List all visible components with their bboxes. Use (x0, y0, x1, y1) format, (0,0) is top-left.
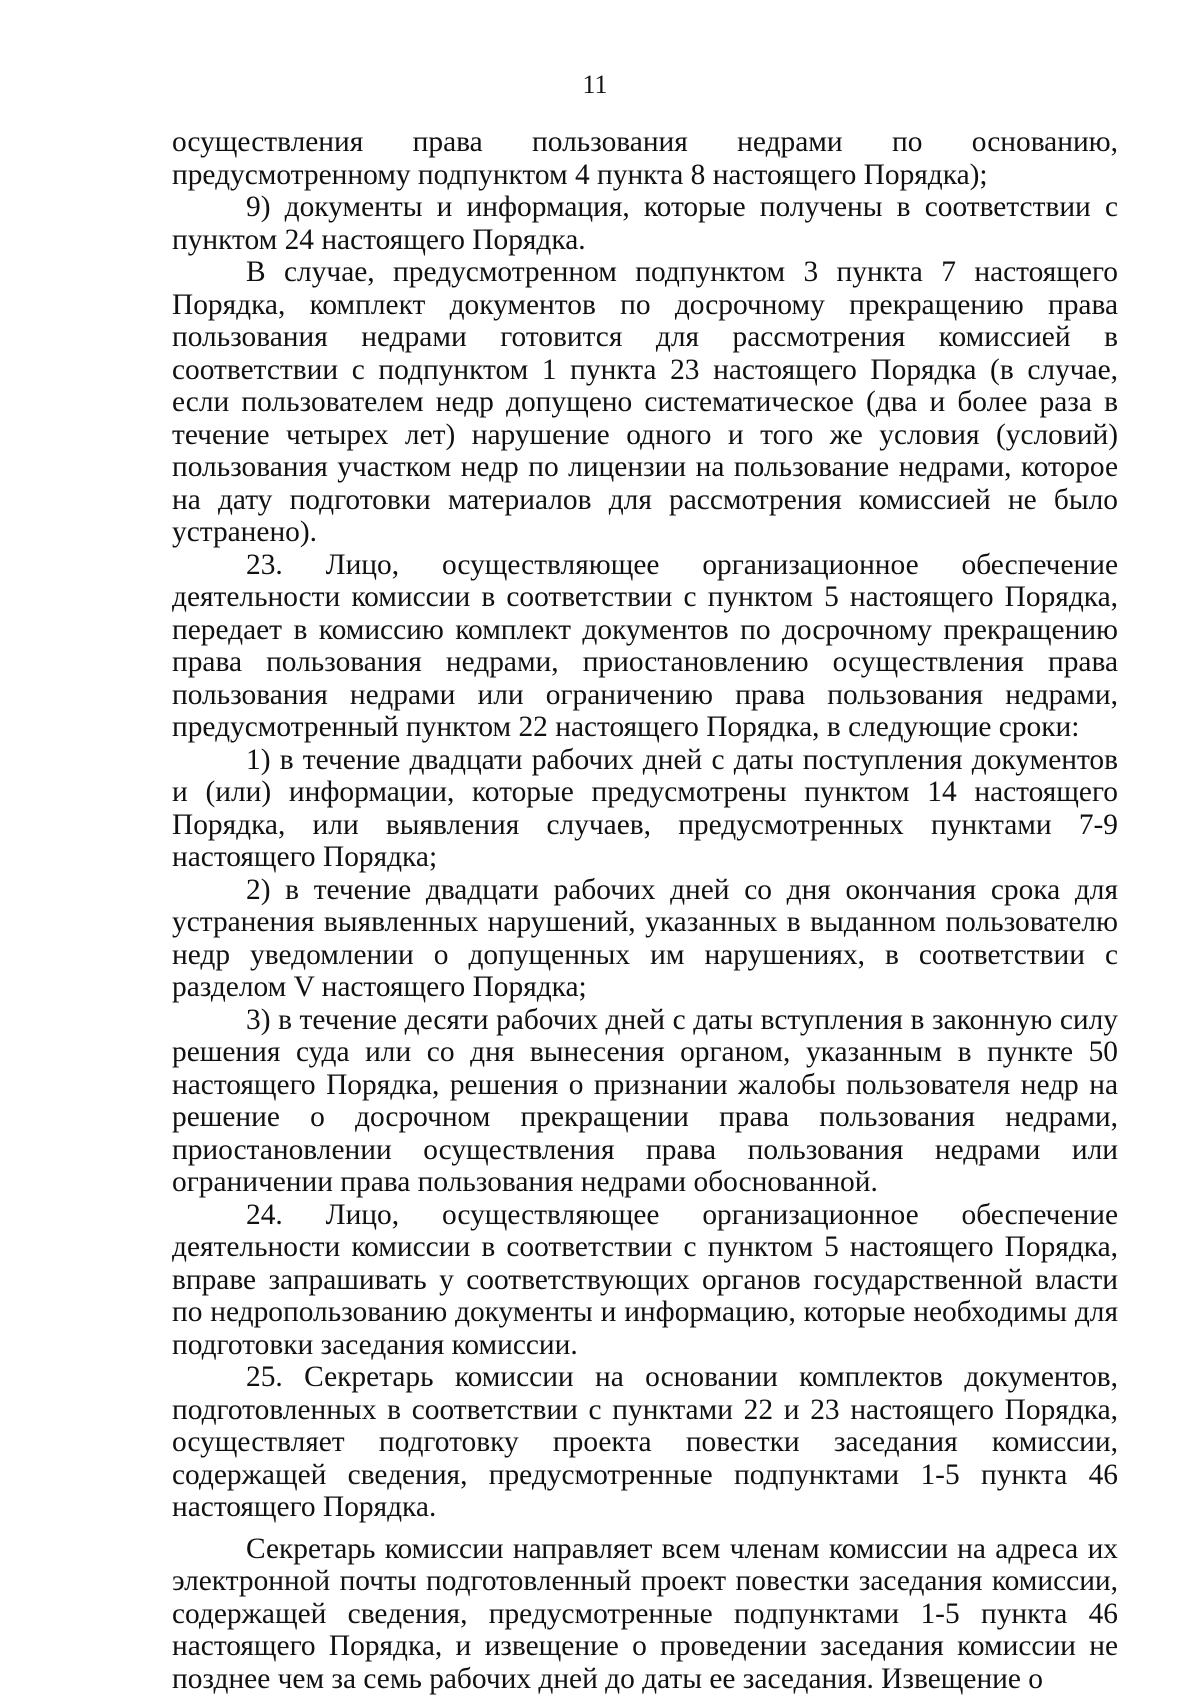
paragraph-section-23: 23. Лицо, осуществляющее организационное обеспечение деятельности комиссии в соответствии с пунктом 5 настоящего Порядка, передает в комиссию комплект документов по досрочному прекращению права пользования недрами, приостановлению осуществления права пользования недрами или ограничению права пользования недрами, предусмотренный пунктом 22 настоящего Порядка, в следующие сроки: (172, 548, 1118, 743)
page-number: 11 (582, 70, 608, 99)
paragraph-item-3: 3) в течение десяти рабочих дней с даты вступления в законную силу решения суда или со дня вынесения органом, указанным в пункте 50 настоящего Порядка, решения о признании жалобы пользователя недр на решение о досрочном прекращении права пользования недрами, приостановлении осуществления права пользования недрами или ограничении права пользования недрами обоснованной. (172, 1003, 1118, 1198)
paragraph-item-9: 9) документы и информация, которые получены в соответствии с пунктом 24 настоящего Порядка. (172, 191, 1118, 256)
paragraph-section-25: 25. Секретарь комиссии на основании комплектов документов, подготовленных в соответствии с пунктами 22 и 23 настоящего Порядка, осуществляет подготовку проекта повестки заседания комиссии, содержащей сведения, предусмотренные подпунктами 1-5 пункта 46 настоящего Порядка. (172, 1361, 1118, 1523)
paragraph-case-note: В случае, предусмотренном подпунктом 3 пункта 7 настоящего Порядка, комплект документов по досрочному прекращению права пользования недрами готовится для рассмотрения комиссией в соответствии с подпунктом 1 пункта 23 настоящего Порядка (в случае, если пользователем недр допущено систематическое (два и более раза в течение четырех лет) нарушение одного и того же условия (условий) пользования участком недр по лицензии на пользование недрами, которое на дату подготовки материалов для рассмотрения комиссией не было устранено). (172, 256, 1118, 548)
paragraph-item-1: 1) в течение двадцати рабочих дней с даты поступления документов и (или) информации, которые предусмотрены пунктом 14 настоящего Порядка, или выявления случаев, предусмотренных пунктами 7-9 настоящего Порядка; (172, 743, 1118, 873)
document-body (172, 126, 1118, 1695)
paragraph-section-24: 24. Лицо, осуществляющее организационное обеспечение деятельности комиссии в соответствии с пунктом 5 настоящего Порядка, вправе запрашивать у соответствующих органов государственной власти по недропользованию документы и информацию, которые необходимы для подготовки заседания комиссии. (172, 1198, 1118, 1361)
paragraph-continuation: осуществления права пользования недрами по основанию, предусмотренному подпунктом 4 пункта 8 настоящего Порядка); (172, 126, 1118, 191)
paragraph-item-2: 2) в течение двадцати рабочих дней со дня окончания срока для устранения выявленных нарушений, указанных в выданном пользователю недр уведомлении о допущенных им нарушениях, в соответствии с разделом V настоящего Порядка; (172, 873, 1118, 1003)
paragraph-secretary-notice: Секретарь комиссии направляет всем членам комиссии на адреса их электронной почты подготовленный проект повестки заседания комиссии, содержащей сведения, предусмотренные подпунктами 1-5 пункта 46 настоящего Порядка, и извещение о проведении заседания комиссии не позднее чем за семь рабочих дней до даты ее заседания. Извещение о (172, 1532, 1118, 1695)
